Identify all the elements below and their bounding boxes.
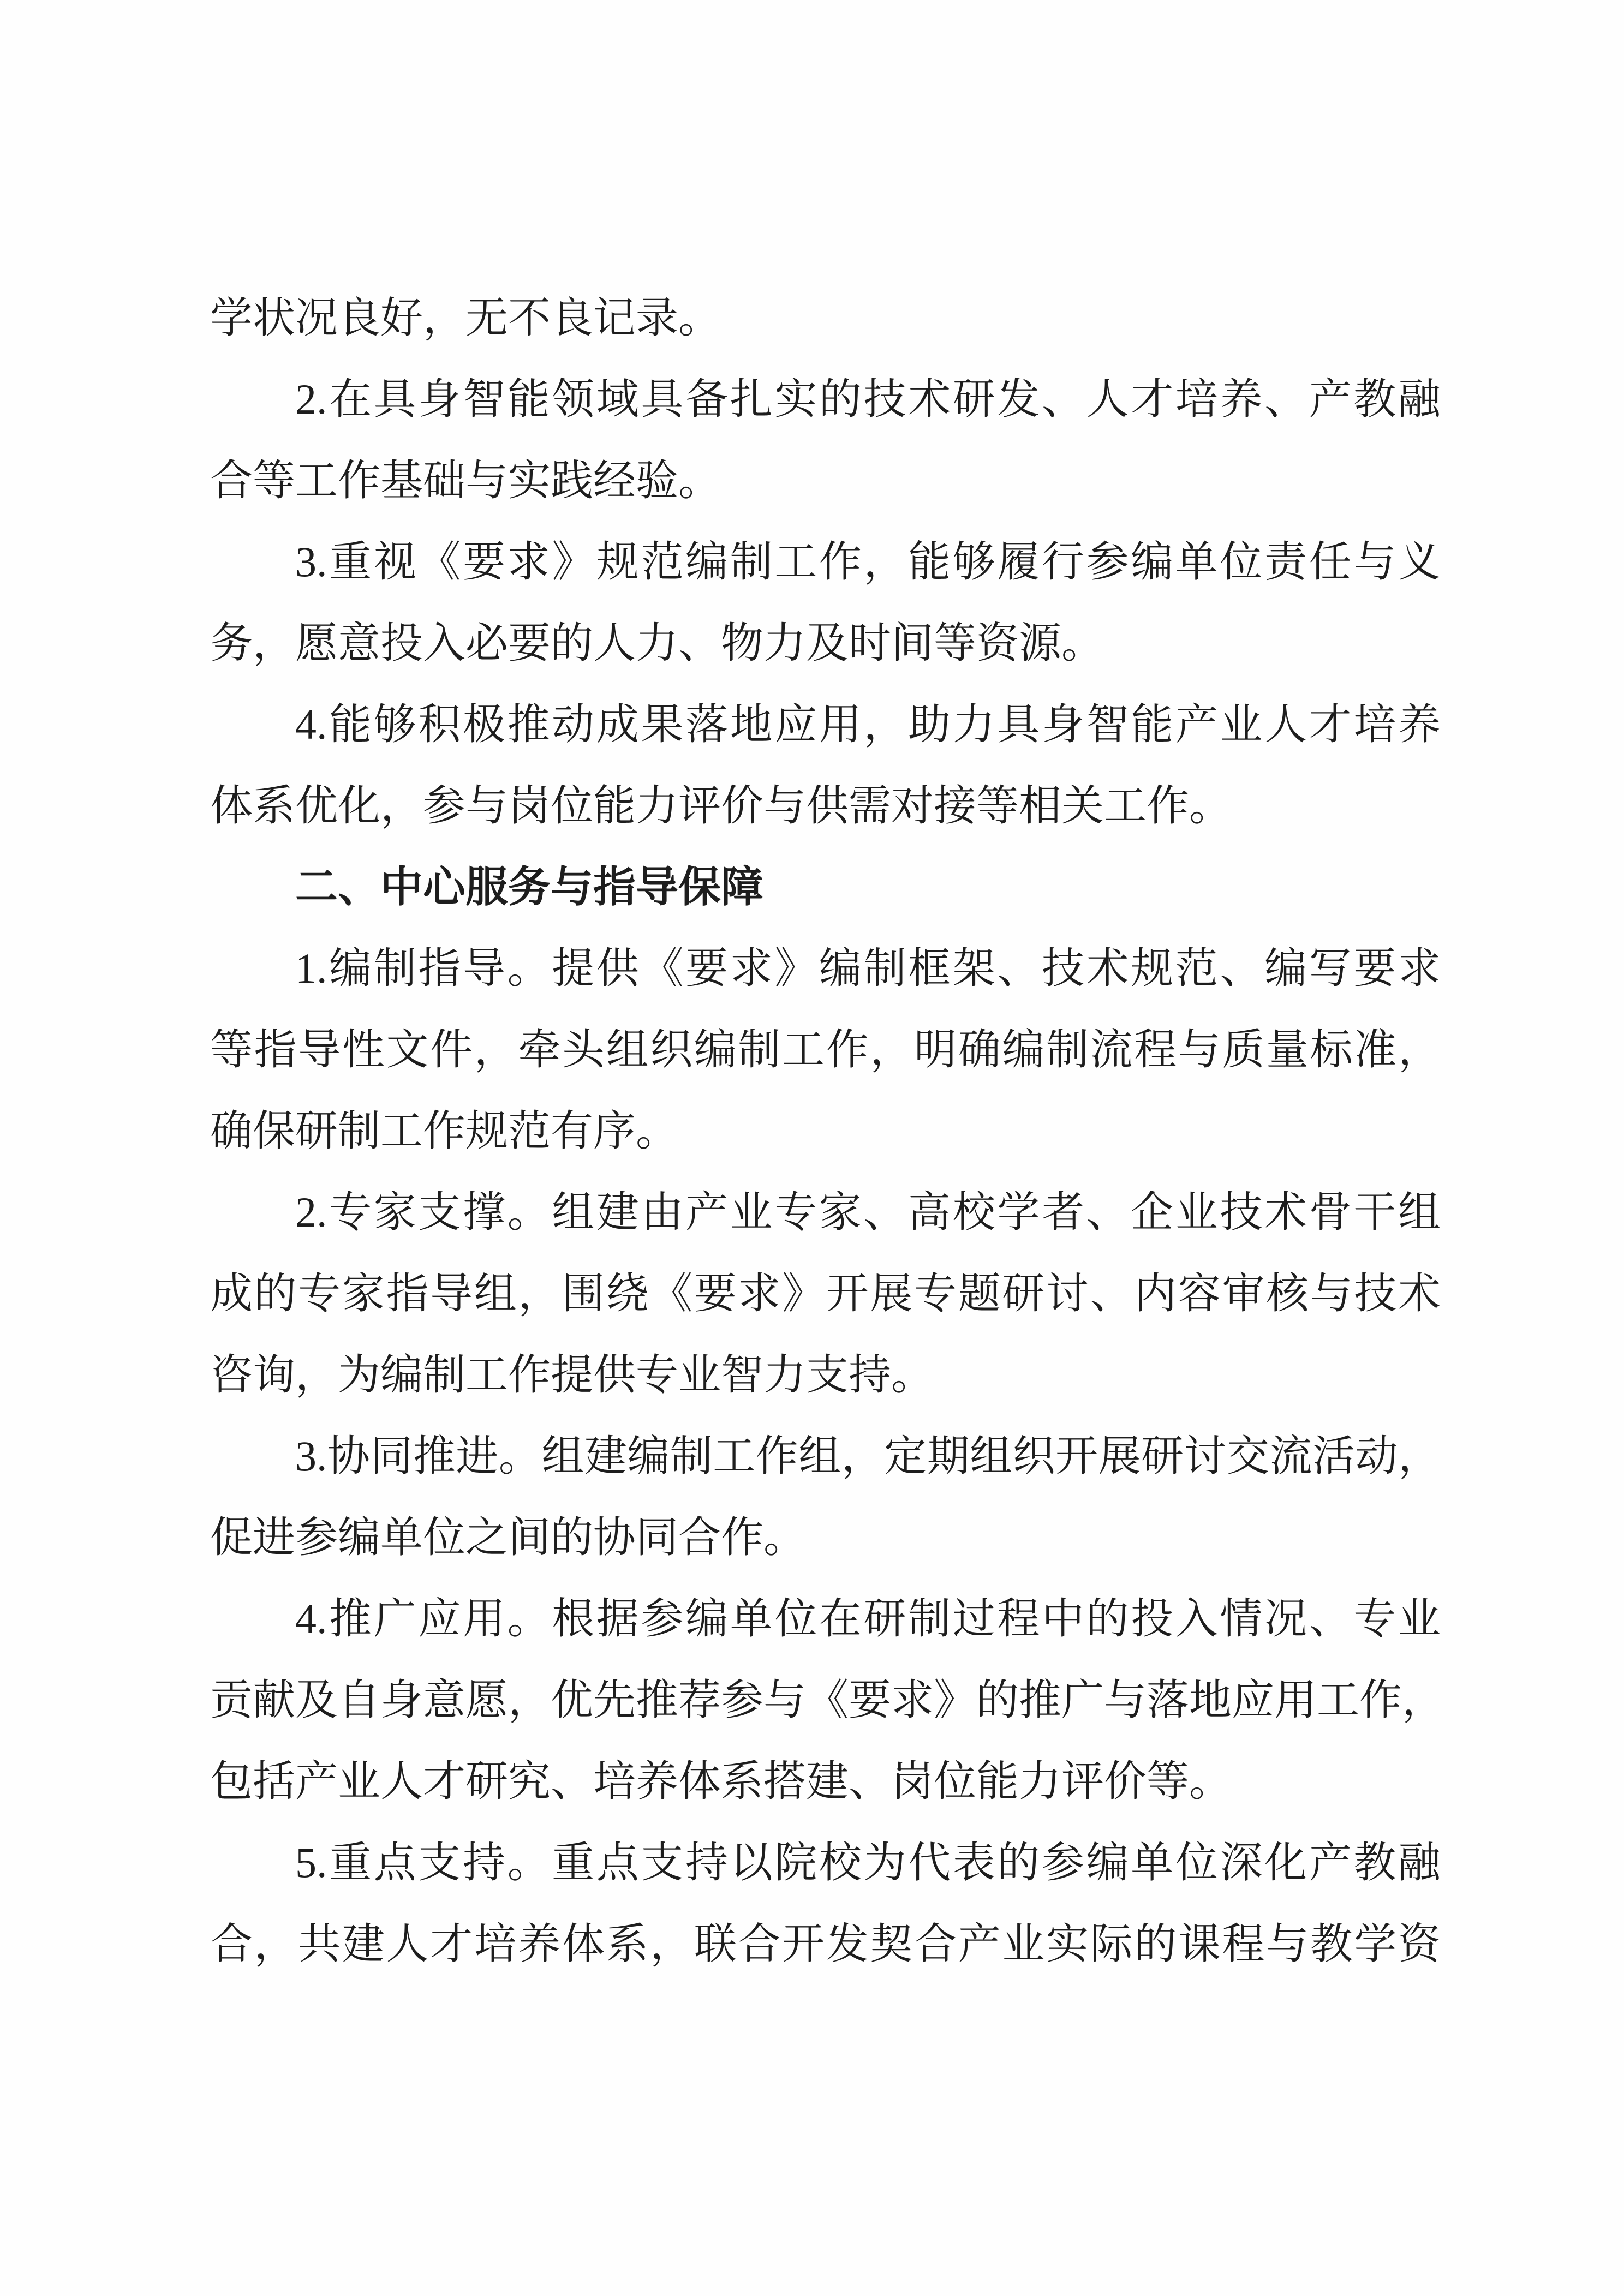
text-line: 贡献及自身意愿，优先推荐参与《要求》的推广与落地应用工作，: [210, 1676, 1445, 1724]
text-line: 2.在具身智能领域具备扎实的技术研发、人才培养、产教融: [295, 375, 1441, 423]
text-line: 等指导性文件，牵头组织编制工作，明确编制流程与质量标准，: [210, 1026, 1441, 1073]
text-line: 咨询，为编制工作提供专业智力支持。: [210, 1351, 934, 1398]
text-line: 务，愿意投入必要的人力、物力及时间等资源。: [210, 619, 1104, 667]
paragraph: [210, 1822, 1441, 1984]
text-line: 包括产业人才研究、培养体系搭建、岗位能力评价等。: [210, 1757, 1232, 1805]
text-line: 4.能够积极推动成果落地应用，助力具身智能产业人才培养: [295, 701, 1441, 748]
paragraph: [210, 358, 1441, 521]
text-line: 2.专家支撑。组建由产业专家、高校学者、企业技术骨干组: [295, 1188, 1441, 1236]
text-line: 成的专家指导组，围绕《要求》开展专题研讨、内容审核与技术: [210, 1270, 1441, 1317]
paragraph: [210, 928, 1441, 1171]
text-line: 1.编制指导。提供《要求》编制框架、技术规范、编写要求: [295, 944, 1441, 992]
text-line: 3.协同推进。组建编制工作组，定期组织开展研讨交流活动，: [295, 1432, 1441, 1480]
text-line: 4.推广应用。根据参编单位在研制过程中的投入情况、专业: [295, 1595, 1441, 1642]
text-line: 5.重点支持。重点支持以院校为代表的参编单位深化产教融: [295, 1839, 1441, 1886]
text-line: 确保研制工作规范有序。: [210, 1107, 679, 1155]
paragraph: [210, 277, 1441, 358]
paragraph: [210, 1415, 1441, 1578]
text-line: 促进参编单位之间的协同合作。: [210, 1514, 807, 1561]
document-body: [210, 277, 1445, 1984]
paragraph: [210, 684, 1441, 846]
paragraph: [210, 1578, 1445, 1822]
paragraph: [210, 521, 1441, 684]
text-line: 3.重视《要求》规范编制工作，能够履行参编单位责任与义: [295, 538, 1441, 585]
paragraph: [210, 1171, 1441, 1415]
text-line: 合等工作基础与实践经验。: [210, 457, 721, 504]
text-line: 体系优化，参与岗位能力评价与供需对接等相关工作。: [210, 782, 1232, 829]
heading-line: 二、中心服务与指导保障: [295, 863, 764, 911]
text-line: 学状况良好，无不良记录。: [210, 294, 721, 342]
text-line: 合，共建人才培养体系，联合开发契合产业实际的课程与教学资: [210, 1920, 1441, 1968]
section-heading: [210, 846, 1441, 928]
